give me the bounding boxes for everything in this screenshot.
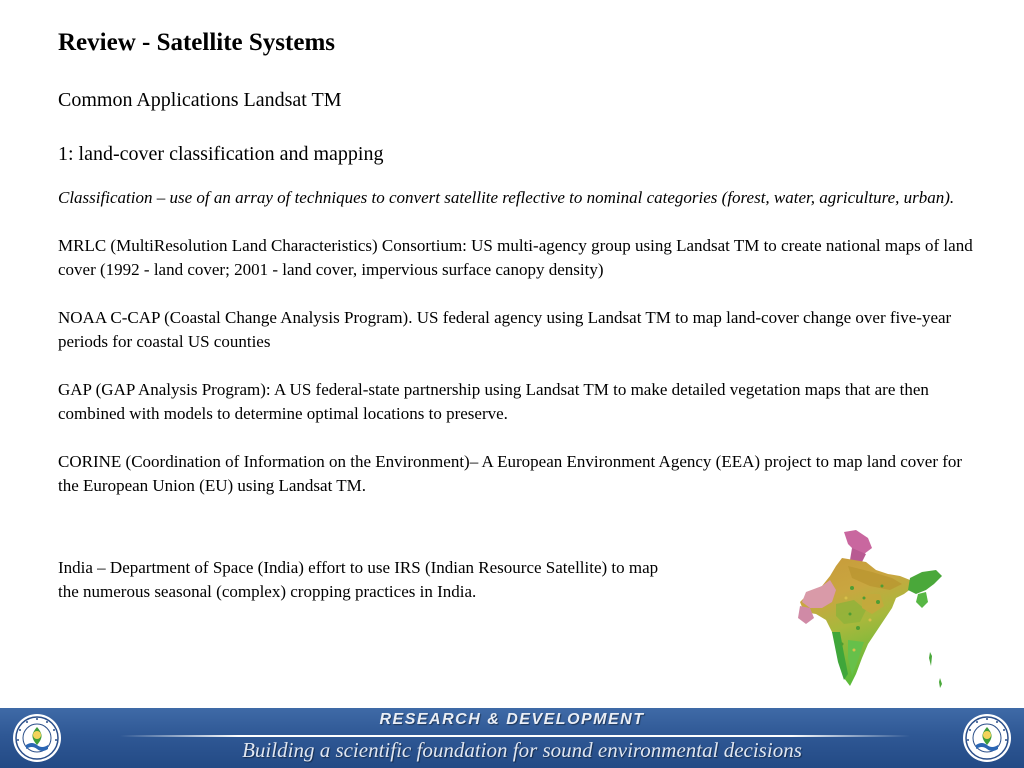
corine-paragraph: CORINE (Coordination of Information on the Environment)– A European Environment Agency (EEA) project to map land cover for the European Union (EU) using Landsat TM. xyxy=(58,452,963,495)
india-paragraph xyxy=(58,556,778,604)
noaa-ccap-paragraph: NOAA C-CAP (Coastal Change Analysis Program). US federal agency using Landsat TM to map land-cover change over five-year periods for coastal US counties xyxy=(58,308,952,351)
section-heading: 1: land-cover classification and mapping xyxy=(58,143,384,165)
india-land-cover-map-icon xyxy=(792,528,958,694)
slide-content xyxy=(58,28,978,498)
footer-banner xyxy=(0,708,1024,768)
india-line-2: the numerous seasonal (complex) cropping practices in India. xyxy=(58,582,477,601)
footer-tagline-bottom: Building a scientific foundation for sound environmental decisions xyxy=(242,738,802,762)
slide-title: Review - Satellite Systems xyxy=(58,29,336,56)
classification-definition: Classification – use of an array of techniques to convert satellite reflective to nominal categories (forest, water, agriculture, urban). xyxy=(58,188,955,207)
mrlc-paragraph: MRLC (MultiResolution Land Characteristics) Consortium: US multi-agency group using Landsat TM to create national maps of land cover (1992 - land cover; 2001 - land cover, impervious surface canopy density) xyxy=(58,236,973,279)
gap-paragraph: GAP (GAP Analysis Program): A US federal-state partnership using Landsat TM to make detailed vegetation maps that are then combined with models to determine optimal locations to preserve. xyxy=(58,380,929,423)
india-line-1: India – Department of Space (India) effort to use IRS (Indian Resource Satellite) to map xyxy=(58,558,659,577)
epa-seal-icon xyxy=(962,713,1012,763)
footer-divider-line xyxy=(120,735,910,737)
footer-tagline-top: RESEARCH & DEVELOPMENT xyxy=(379,711,645,728)
slide-subtitle: Common Applications Landsat TM xyxy=(58,89,342,111)
